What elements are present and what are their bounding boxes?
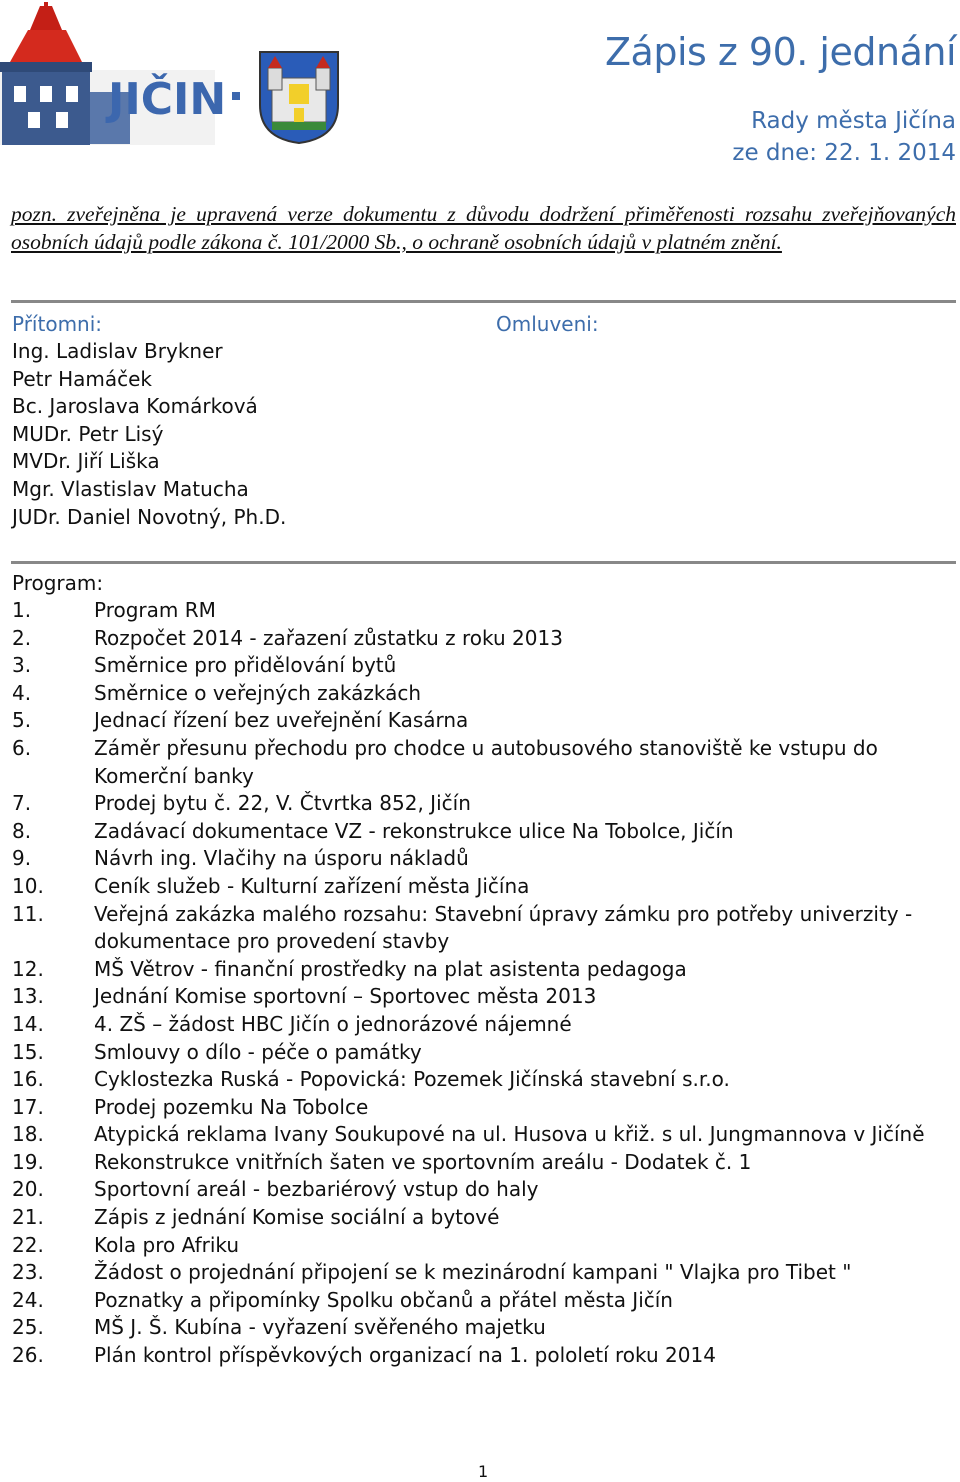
program-label: Program: — [12, 571, 104, 595]
program-item-text: Kola pro Afriku — [94, 1232, 240, 1257]
program-item-text: Veřejná zakázka malého rozsahu: Stavební úpravy zámku pro potřeby univerzity - dokumentace pro provedení stavby — [94, 901, 913, 954]
program-item-number: 3. — [12, 653, 32, 678]
present-member: Petr Hamáček — [12, 366, 152, 391]
program-item-text: Ceník služeb - Kulturní zařízení města Jičína — [94, 873, 530, 898]
program-item — [12, 790, 942, 818]
program-item — [12, 707, 942, 735]
program-item-number: 6. — [12, 735, 32, 760]
page-number: 1 — [478, 1462, 489, 1481]
program-item-text: Cyklostezka Ruská - Popovická: Pozemek Jičínská stavební s.r.o. — [94, 1067, 730, 1092]
program-item-text: Směrnice pro přidělování bytů — [94, 653, 397, 678]
program-item — [12, 845, 942, 873]
program-item — [12, 1011, 942, 1039]
program-item — [12, 1232, 942, 1260]
program-item-text: Prodej pozemku Na Tobolce — [94, 1094, 369, 1119]
program-item — [12, 1121, 942, 1149]
program-item-number: 5. — [12, 708, 32, 733]
program-item — [12, 1204, 942, 1232]
program-item — [12, 873, 942, 901]
meeting-date: ze dne: 22. 1. 2014 — [732, 140, 956, 166]
program-item-number: 17. — [12, 1094, 44, 1119]
logo-text: JIČIN — [108, 74, 227, 125]
program-item-number: 13. — [12, 984, 44, 1009]
program-item — [12, 1259, 942, 1287]
program-item-text: Sportovní areál - bezbariérový vstup do haly — [94, 1177, 539, 1202]
program-item — [12, 901, 942, 956]
program-item — [12, 1094, 942, 1122]
present-member: Bc. Jaroslava Komárková — [12, 394, 258, 419]
program-item-text: Žádost o projednání připojení se k mezinárodní kampani " Vlajka pro Tibet " — [94, 1260, 852, 1285]
program-item-number: 22. — [12, 1232, 44, 1257]
program-item-text: Atypická reklama Ivany Soukupové na ul. Husova u křiž. s ul. Jungmannova v Jičíně — [94, 1122, 925, 1147]
program-item-text: Záměr přesunu přechodu pro chodce u autobusového stanoviště ke vstupu do Komerční banky — [94, 735, 878, 788]
program-item-number: 23. — [12, 1260, 44, 1285]
divider-program — [11, 561, 956, 564]
program-item — [12, 983, 942, 1011]
present-member: Mgr. Vlastislav Matucha — [12, 476, 249, 501]
page-subtitle: Rady města Jičína — [751, 108, 956, 134]
program-item — [12, 597, 942, 625]
program-item — [12, 1176, 942, 1204]
program-item-text: Návrh ing. Vlačihy na úsporu nákladů — [94, 846, 469, 871]
excused-label: Omluveni: — [496, 312, 599, 336]
program-item-number: 11. — [12, 901, 44, 926]
program-item — [12, 818, 942, 846]
program-item — [12, 1342, 942, 1370]
program-item — [12, 1039, 942, 1067]
present-label: Přítomni: — [12, 312, 103, 336]
program-list — [12, 597, 942, 1370]
program-item — [12, 1066, 942, 1094]
present-member: JUDr. Daniel Novotný, Ph.D. — [12, 504, 287, 529]
jicin-coat-of-arms-icon — [258, 50, 340, 145]
program-item — [12, 956, 942, 984]
program-item-text: Plán kontrol příspěvkových organizací na 1. pololetí roku 2014 — [94, 1343, 716, 1368]
program-item-text: MŠ Větrov - finanční prostředky na plat asistenta pedagoga — [94, 956, 687, 981]
divider-top — [11, 300, 956, 303]
program-item-number: 20. — [12, 1177, 44, 1202]
program-item — [12, 652, 942, 680]
program-item-text: Zápis z jednání Komise sociální a bytové — [94, 1205, 500, 1230]
program-item-text: Zadávací dokumentace VZ - rekonstrukce ulice Na Tobolce, Jičín — [94, 818, 734, 843]
program-item-number: 24. — [12, 1287, 44, 1312]
program-item-number: 8. — [12, 818, 32, 843]
program-item-number: 14. — [12, 1011, 44, 1036]
present-member: MVDr. Jiří Liška — [12, 449, 160, 474]
program-item-text: Prodej bytu č. 22, V. Čtvrtka 852, Jičín — [94, 791, 471, 816]
program-item-text: Rozpočet 2014 - zařazení zůstatku z roku 2013 — [94, 625, 563, 650]
present-list — [12, 338, 286, 531]
program-item — [12, 625, 942, 653]
program-item-number: 9. — [12, 846, 32, 871]
program-item — [12, 735, 942, 790]
program-item-text: Poznatky a připomínky Spolku občanů a přátel města Jičín — [94, 1287, 673, 1312]
program-item — [12, 1314, 942, 1342]
program-item-number: 21. — [12, 1205, 44, 1230]
program-item — [12, 1149, 942, 1177]
program-item-text: Smlouvy o dílo - péče o památky — [94, 1039, 422, 1064]
program-item-number: 25. — [12, 1315, 44, 1340]
program-item-number: 2. — [12, 625, 32, 650]
program-item-number: 12. — [12, 956, 44, 981]
program-item-number: 7. — [12, 791, 32, 816]
program-item — [12, 680, 942, 708]
program-item-number: 4. — [12, 680, 32, 705]
program-item-number: 18. — [12, 1122, 44, 1147]
program-item-text: Jednání Komise sportovní – Sportovec města 2013 — [94, 984, 597, 1009]
program-item-text: 4. ZŠ – žádost HBC Jičín o jednorázové nájemné — [94, 1011, 572, 1036]
program-item-text: Program RM — [94, 598, 216, 622]
program-item-number: 19. — [12, 1149, 44, 1174]
program-item-number: 10. — [12, 873, 44, 898]
program-item-number: 1. — [12, 598, 32, 622]
program-item-number: 15. — [12, 1039, 44, 1064]
program-item-text: Směrnice o veřejných zakázkách — [94, 680, 422, 705]
program-item — [12, 1287, 942, 1315]
page-title: Zápis z 90. jednání — [605, 30, 956, 74]
present-member: Ing. Ladislav Brykner — [12, 339, 223, 363]
header-logos — [0, 0, 345, 150]
present-member: MUDr. Petr Lisý — [12, 421, 164, 446]
program-item-text: Jednací řízení bez uveřejnění Kasárna — [94, 708, 469, 733]
program-item-number: 16. — [12, 1067, 44, 1092]
privacy-note: pozn. zveřejněna je upravená verze dokumentu z důvodu dodržení přiměřenosti rozsahu zveřejňovaných osobních údajů podle zákona č. 101/2000 Sb., o ochraně osobních údajů v platném znění. — [11, 202, 956, 254]
program-item-text: MŠ J. Š. Kubína - vyřazení svěřeného majetku — [94, 1315, 546, 1340]
program-item-text: Rekonstrukce vnitřních šaten ve sportovním areálu - Dodatek č. 1 — [94, 1149, 752, 1174]
program-item-number: 26. — [12, 1343, 44, 1368]
